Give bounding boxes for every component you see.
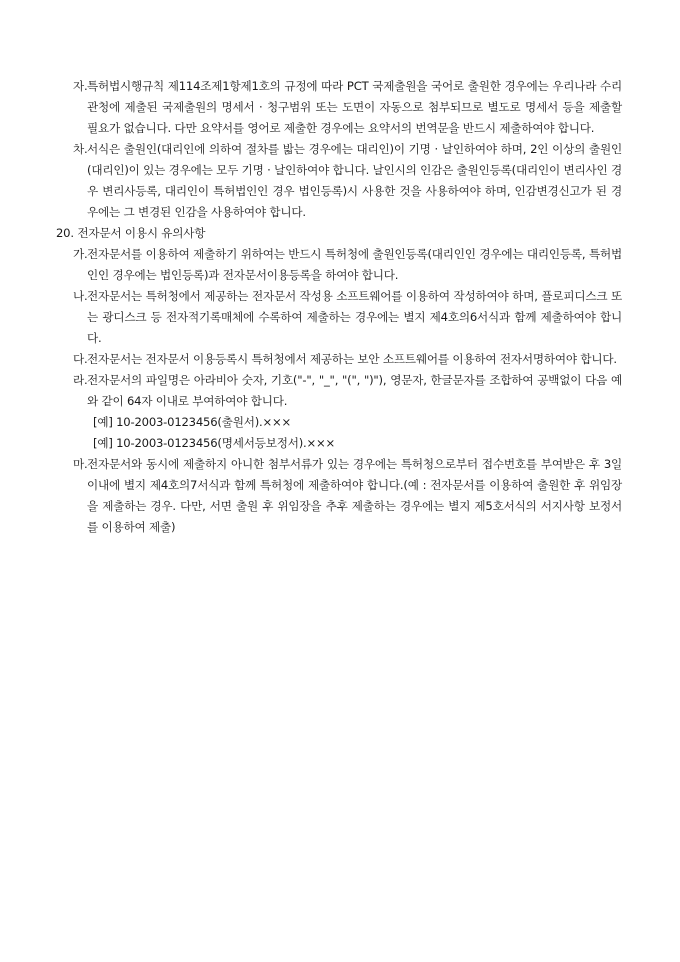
item-marker: 다.: [73, 352, 88, 366]
item-text: 서식은 출원인(대리인에 의하여 절차를 밟는 경우에는 대리인)이 기명 · 날인하여야 하며, 2인 이상의 출원인(대리인)이 있는 경우에는 모두 기명 · 날인하여야 합니다. 날인시의 인감은 출원인등록(대리인이 변리사인 경우 변리사등록, 대리인이 특허법인인 경우 법인등록)시 사용한 것을 사용하여야 하며, 인감변경신고가 된 경우에는 그 변경된 인감을 사용하여야 합니다.: [87, 142, 622, 219]
item-marker: 차.: [73, 142, 88, 156]
item-marker: 나.: [73, 289, 88, 303]
section-title: 전자문서 이용시 유의사항: [77, 226, 206, 240]
item-marker: 가.: [73, 247, 88, 261]
item-text: 특허법시행규칙 제114조제1항제1호의 규정에 따라 PCT 국제출원을 국어로 출원한 경우에는 우리나라 수리관청에 제출된 국제출원의 명세서 · 청구범위 또는 도면이 자동으로 첨부되므로 별도로 명세서 등을 제출할 필요가 없습니다. 다만 요약서를 영어로 제출한 경우에는 요약서의 번역문을 반드시 제출하여야 합니다.: [87, 79, 622, 135]
list-item: [56, 244, 622, 286]
item-marker: 자.: [73, 79, 88, 93]
section-number: 20.: [56, 226, 74, 240]
item-text: 전자문서의 파일명은 아라비아 숫자, 기호("-", "_", "(", ")"), 영문자, 한글문자를 조합하여 공백없이 다음 예와 같이 64자 이내로 부여하여야 합니다.: [87, 373, 622, 408]
item-marker: 마.: [73, 457, 88, 471]
list-item: [56, 139, 622, 223]
section-heading: [56, 223, 622, 244]
list-item: [56, 76, 622, 139]
list-item: [56, 370, 622, 412]
list-item: [56, 286, 622, 349]
example-line: [예] 10-2003-0123456(출원서).×××: [93, 415, 292, 429]
item-marker: 라.: [73, 373, 88, 387]
list-item: [56, 454, 622, 538]
example-line: [예] 10-2003-0123456(명세서등보정서).×××: [93, 436, 336, 450]
item-text: 전자문서는 전자문서 이용등록시 특허청에서 제공하는 보안 소프트웨어를 이용하여 전자서명하여야 합니다.: [87, 352, 617, 366]
list-item: [56, 349, 622, 370]
item-text: 전자문서와 동시에 제출하지 아니한 첨부서류가 있는 경우에는 특허청으로부터 접수번호를 부여받은 후 3일 이내에 별지 제4호의7서식과 함께 특허청에 제출하여야 합니다.(예 : 전자문서를 이용하여 출원한 후 위임장을 제출하는 경우. 다만, 서면 출원 후 위임장을 추후 제출하는 경우에는 별지 제5호서식의 서지사항 보정서를 이용하여 제출): [87, 457, 622, 534]
document-body: [56, 76, 622, 538]
item-text: 전자문서를 이용하여 제출하기 위하여는 반드시 특허청에 출원인등록(대리인인 경우에는 대리인등록, 특허법인인 경우에는 법인등록)과 전자문서이용등록을 하여야 합니다.: [87, 247, 622, 282]
item-text: 전자문서는 특허청에서 제공하는 전자문서 작성용 소프트웨어를 이용하여 작성하여야 하며, 플로피디스크 또는 광디스크 등 전자적기록매체에 수록하여 제출하는 경우에는 별지 제4호의6서식과 함께 제출하여야 합니다.: [87, 289, 622, 345]
